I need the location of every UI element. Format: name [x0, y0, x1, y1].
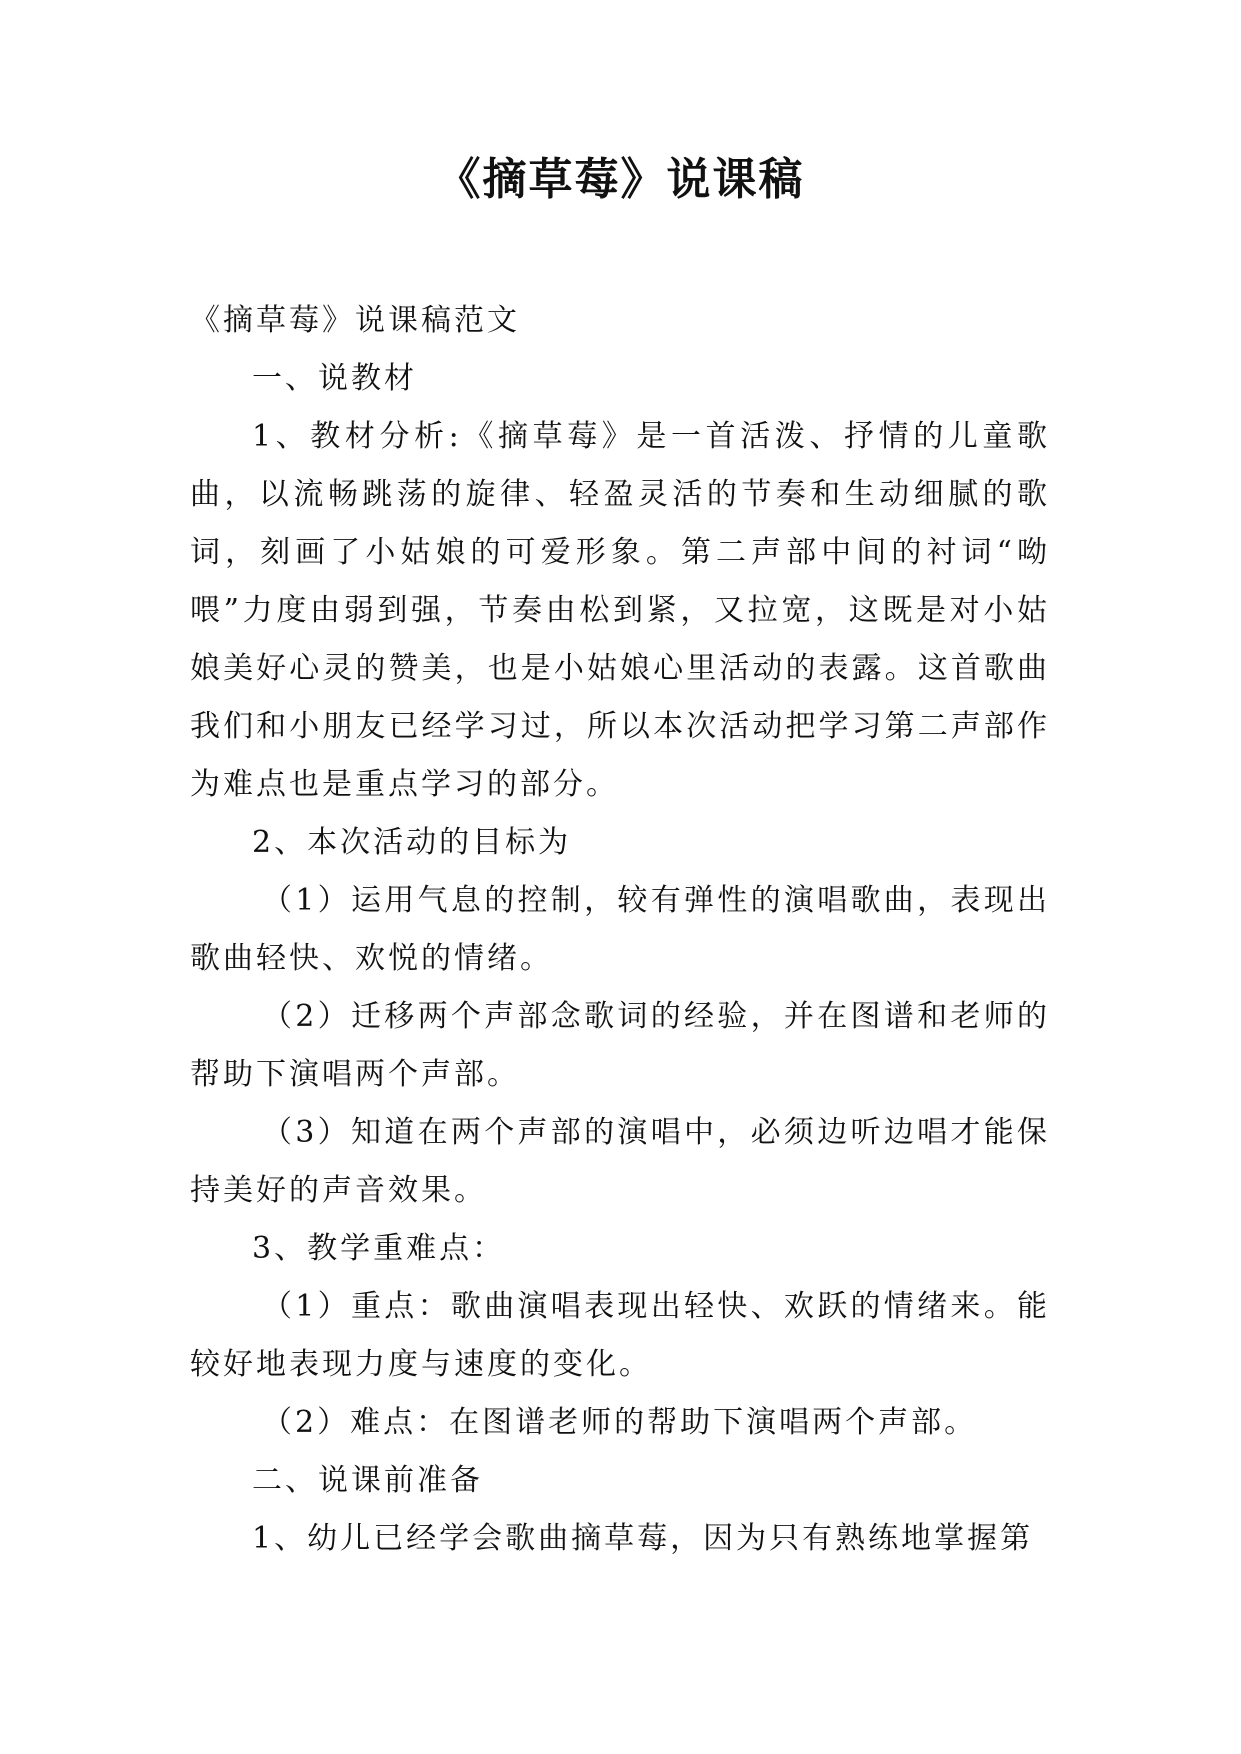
- paragraph-key-point: （1）重点：歌曲演唱表现出轻快、欢跃的情绪来。能较好地表现力度与速度的变化。: [190, 1289, 1050, 1382]
- paragraph-section-1-heading: 一、说教材: [252, 361, 417, 396]
- paragraph-goals-heading: 2、本次活动的目标为: [252, 825, 572, 860]
- paragraph-section-2-heading: 二、说课前准备: [252, 1463, 483, 1498]
- paragraph-preparation-1: 1、幼儿已经学会歌曲摘草莓，因为只有熟练地掌握第: [252, 1521, 1034, 1556]
- document-body: [190, 292, 1050, 1568]
- paragraph-goal-3: （3）知道在两个声部的演唱中，必须边听边唱才能保持美好的声音效果。: [190, 1115, 1050, 1208]
- paragraph-material-analysis: 1、教材分析:《摘草莓》是一首活泼、抒情的儿童歌曲，以流畅跳荡的旋律、轻盈灵活的节奏和生动细腻的歌词，刻画了小姑娘的可爱形象。第二声部中间的衬词“呦喂”力度由弱到强，节奏由松到紧，又拉宽，这既是对小姑娘美好心灵的赞美，也是小姑娘心里活动的表露。这首歌曲我们和小朋友已经学习过，所以本次活动把学习第二声部作为难点也是重点学习的部分。: [190, 419, 1050, 802]
- paragraph-goal-1: （1）运用气息的控制，较有弹性的演唱歌曲，表现出歌曲轻快、欢悦的情绪。: [190, 883, 1050, 976]
- paragraph-key-points-heading: 3、教学重难点：: [252, 1231, 506, 1266]
- document-title: 《摘草莓》说课稿: [436, 154, 805, 205]
- paragraph-difficult-point: （2）难点：在图谱老师的帮助下演唱两个声部。: [262, 1405, 978, 1440]
- paragraph-subtitle: 《摘草莓》说课稿范文: [190, 303, 520, 338]
- paragraph-goal-2: （2）迁移两个声部念歌词的经验，并在图谱和老师的帮助下演唱两个声部。: [190, 999, 1050, 1092]
